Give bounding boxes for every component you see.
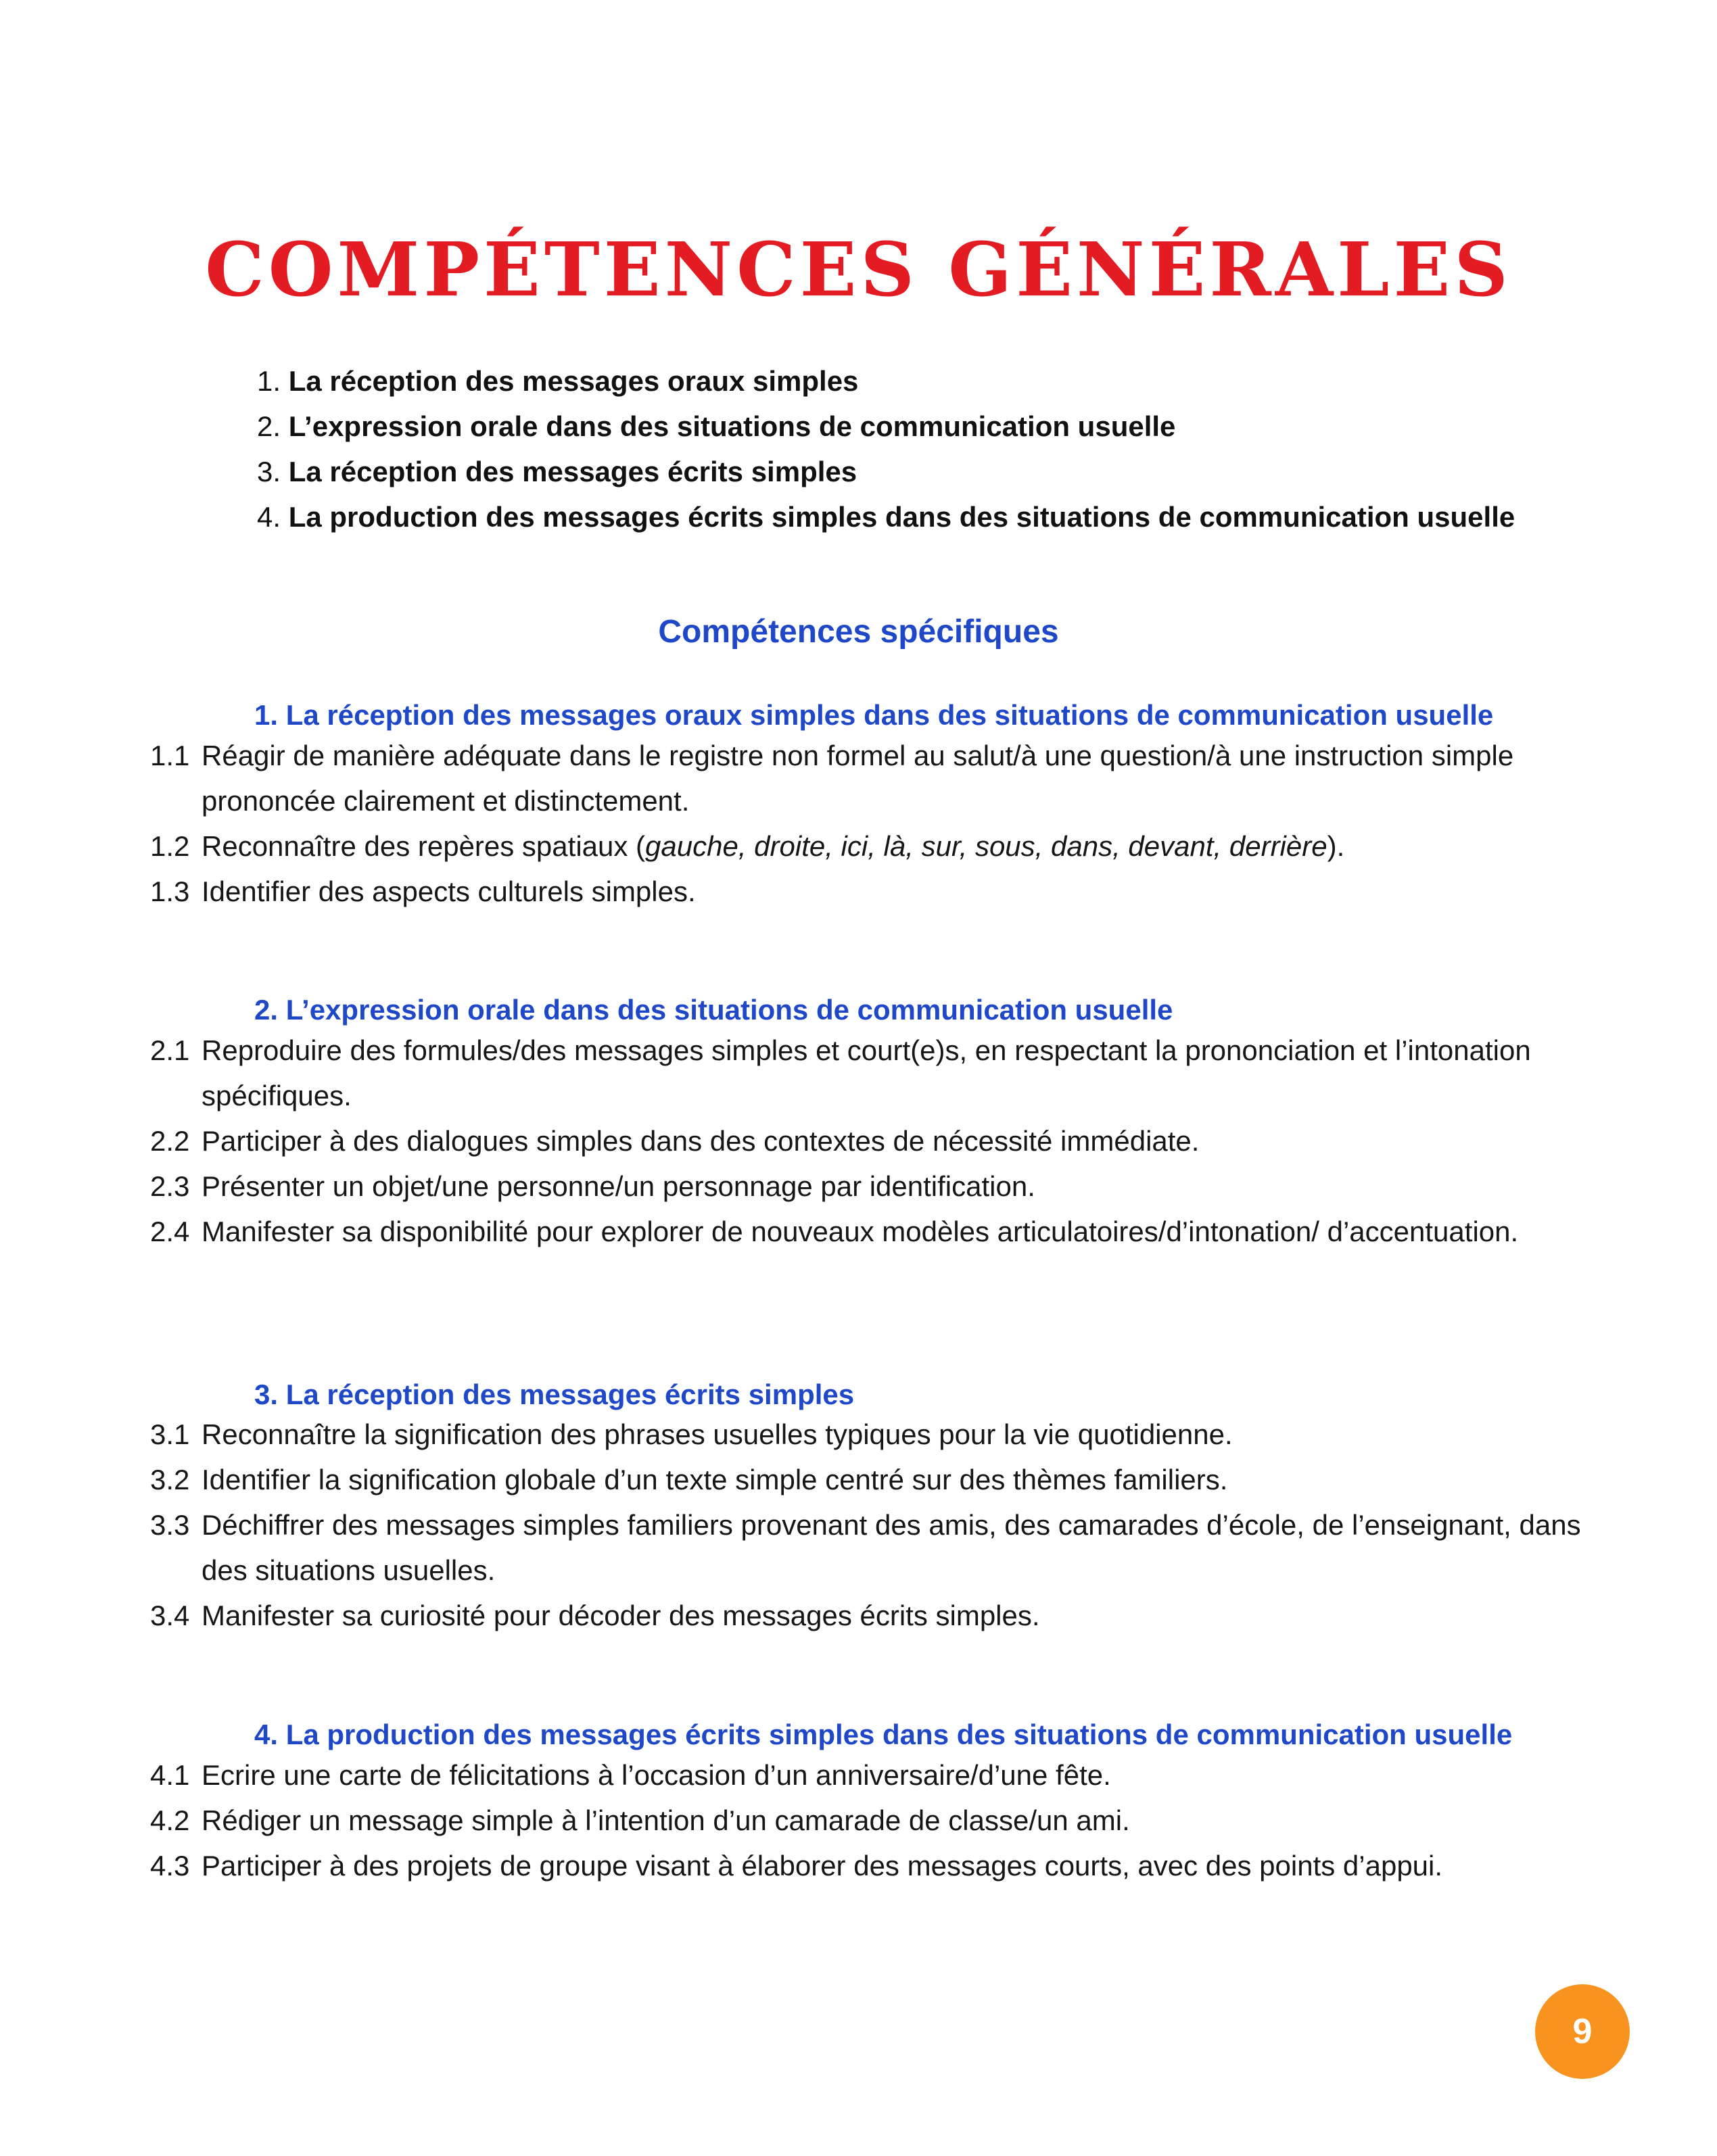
item-text: Reconnaître la signification des phrases usuelles typiques pour la vie quotidienne. — [202, 1418, 1233, 1450]
item-text: Ecrire une carte de félicitations à l’occasion d’un anniversaire/d’une fête. — [202, 1759, 1111, 1791]
item-text: Rédiger un message simple à l’intention d’un camarade de classe/un ami. — [202, 1804, 1130, 1836]
item-code: 2.3 — [150, 1170, 190, 1202]
item-text: ). — [1327, 830, 1345, 862]
section-items-1 — [150, 733, 1591, 914]
item-text: Reconnaître des repères spatiaux ( — [202, 830, 646, 862]
item-code: 1.1 — [150, 740, 190, 771]
general-competences-list — [257, 358, 1515, 540]
item-text: La réception des messages oraux simples — [288, 365, 859, 397]
item-text: Participer à des dialogues simples dans des contextes de nécessité immédiate. — [202, 1125, 1200, 1157]
list-item — [150, 1843, 1591, 1888]
item-text: Identifier des aspects culturels simples. — [202, 876, 696, 907]
item-code: 1.2 — [150, 830, 190, 862]
item-text: Présenter un objet/une personne/un personnage par identification. — [202, 1170, 1035, 1202]
section-heading-1: 1. La réception des messages oraux simples dans des situations de communication usuelle — [254, 699, 1494, 731]
list-item — [150, 1164, 1591, 1209]
item-code: 3.2 — [150, 1464, 190, 1495]
general-competence-item — [257, 449, 1515, 494]
general-competence-item — [257, 358, 1515, 404]
item-text: La production des messages écrits simples dans des situations de communication usuelle — [288, 501, 1515, 533]
list-item — [150, 1412, 1591, 1457]
list-item — [150, 1593, 1591, 1638]
section-items-2 — [150, 1028, 1591, 1254]
section-subtitle: Compétences spécifiques — [658, 613, 1059, 650]
section-items-3 — [150, 1412, 1591, 1638]
item-text: Déchiffrer des messages simples familiers provenant des amis, des camarades d’école, de l’enseignant, dans des situations usuelles. — [202, 1509, 1581, 1586]
item-code: 3.1 — [150, 1418, 190, 1450]
section-heading-2: 2. L’expression orale dans des situations de communication usuelle — [254, 994, 1173, 1026]
item-code: 3.4 — [150, 1600, 190, 1631]
page-number-badge: 9 — [1535, 1984, 1630, 2079]
item-number: 1. — [257, 365, 281, 397]
list-item — [150, 1798, 1591, 1843]
list-item — [150, 1028, 1591, 1118]
item-text: La réception des messages écrits simples — [288, 456, 857, 487]
item-code: 3.3 — [150, 1509, 190, 1541]
page-title: COMPÉTENCES GÉNÉRALES — [205, 225, 1512, 313]
item-text: Réagir de manière adéquate dans le registre non formel au salut/à une question/à une instruction simple prononcée clairement et distinctement. — [202, 740, 1514, 817]
item-text: Participer à des projets de groupe visant à élaborer des messages courts, avec des points d’appui. — [202, 1850, 1443, 1882]
item-text: Reproduire des formules/des messages simples et court(e)s, en respectant la prononciation et l’intonation spécifiques. — [202, 1034, 1531, 1111]
item-code: 4.1 — [150, 1759, 190, 1791]
list-item — [150, 1502, 1591, 1593]
section-heading-3: 3. La réception des messages écrits simples — [254, 1379, 855, 1410]
item-number: 3. — [257, 456, 281, 487]
item-text: Identifier la signification globale d’un texte simple centré sur des thèmes familiers. — [202, 1464, 1228, 1495]
general-competence-item — [257, 404, 1515, 449]
item-code: 4.2 — [150, 1804, 190, 1836]
list-item — [150, 1752, 1591, 1798]
item-code: 1.3 — [150, 876, 190, 907]
section-heading-4: 4. La production des messages écrits simples dans des situations de communication usuelle — [254, 1719, 1513, 1750]
list-item — [150, 1457, 1591, 1502]
section-items-4 — [150, 1752, 1591, 1888]
item-number: 4. — [257, 501, 281, 533]
item-text: L’expression orale dans des situations de communication usuelle — [288, 410, 1176, 442]
item-text: Manifester sa disponibilité pour explorer de nouveaux modèles articulatoires/d’intonation/ d’accentuation. — [202, 1216, 1519, 1247]
item-number: 2. — [257, 410, 281, 442]
item-code: 2.1 — [150, 1034, 190, 1066]
list-item — [150, 1209, 1591, 1254]
item-code: 4.3 — [150, 1850, 190, 1882]
list-item — [150, 823, 1591, 869]
list-item — [150, 1118, 1591, 1164]
item-text: Manifester sa curiosité pour décoder des messages écrits simples. — [202, 1600, 1040, 1631]
item-code: 2.4 — [150, 1216, 190, 1247]
item-code: 2.2 — [150, 1125, 190, 1157]
list-item — [150, 733, 1591, 823]
general-competence-item — [257, 494, 1515, 540]
list-item — [150, 869, 1591, 914]
item-text-italic: gauche, droite, ici, là, sur, sous, dans, devant, derrière — [645, 830, 1327, 862]
